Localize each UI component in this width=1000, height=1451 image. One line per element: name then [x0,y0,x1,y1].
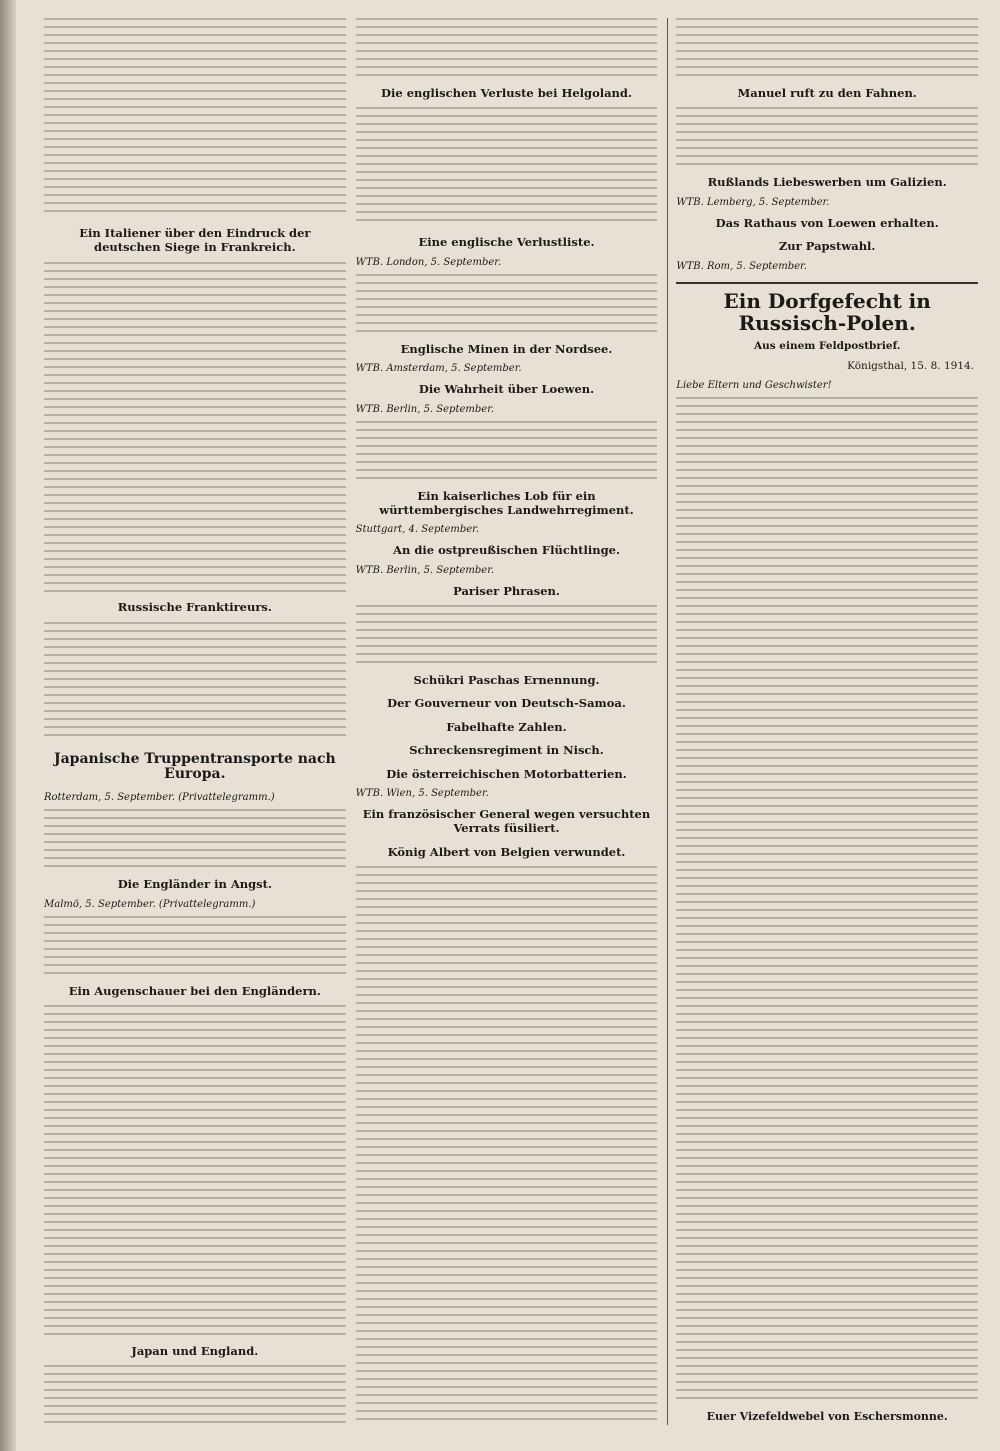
column-middle [356,18,658,1425]
letter-date: Königsthal, 15. 8. 1914. [847,359,975,372]
column-right [667,18,978,1425]
article-text [356,274,658,334]
article-text [676,397,978,1403]
headline-landwehr: Ein kaiserliches Lob für ein württembergisches Landwehrregiment. [379,488,634,517]
headline-galizien: Rußlands Liebeswerben um Galizien. [707,175,947,190]
headline-japan-england: Japan und England. [131,1343,259,1358]
headline-franktireurs: Russische Franktireurs. [117,600,272,615]
dateline-lemberg: WTB. Lemberg, 5. September. [676,196,830,208]
headline-loewen-rathaus: Das Rathaus von Loewen erhalten. [715,215,939,230]
headline-papstwahl: Zur Papstwahl. [778,239,876,254]
article-text [44,1005,346,1335]
dateline-rotterdam: Rotterdam, 5. September. (Privattelegramm.) [44,792,275,804]
letter-signature: Euer Vizefeldwebel von Eschersmonne. [706,1410,948,1423]
article-text [44,18,346,218]
feature-subtitle: Aus einem Feldpostbrief. [753,339,901,352]
article-text [356,866,658,1425]
headline-engl-verluste: Die englischen Verluste bei Helgoland. [381,86,632,100]
headline-verlustliste: Eine englische Verlustliste. [418,235,595,250]
headline-samoa: Der Gouverneur von Deutsch-Samoa. [387,696,626,711]
article-text [44,1365,346,1425]
dateline-berlin-2: WTB. Berlin, 5. September. [355,564,495,576]
article-text [356,605,658,665]
dateline-berlin: WTB. Berlin, 5. September. [355,403,495,415]
letter-salutation: Liebe Eltern und Geschwister! [676,379,832,391]
dateline-wien: WTB. Wien, 5. September. [355,787,489,799]
dateline-malmoe: Malmö, 5. September. (Privattelegramm.) [44,898,256,910]
article-text [44,916,346,976]
headline-motorbatterien: Die österreichischen Motorbatterien. [386,766,627,781]
headline-manuel: Manuel ruft zu den Fahnen. [737,86,917,100]
headline-schuekri: Schükri Paschas Ernennung. [413,673,600,687]
headline-zahlen: Fabelhafte Zahlen. [446,719,567,734]
article-text [44,622,346,742]
article-text [676,107,978,167]
article-text [44,809,346,869]
headline-verrat: Ein französischer General wegen versuchten Verrats füsiliert. [362,806,651,836]
dateline-rom: WTB. Rom, 5. September. [676,260,807,272]
article-text [676,18,978,78]
headline-phrasen: Pariser Phrasen. [453,583,560,598]
headline-augenschauer: Ein Augenschauer bei den Engländern. [68,983,321,998]
dateline-stuttgart: Stuttgart, 4. September. [355,524,480,536]
headline-japan: Japanische Truppentransporte nach Europa. [53,750,336,782]
article-text [44,262,346,592]
headline-fluechtlinge: An die ostpreußischen Flüchtlinge. [393,543,620,558]
headline-albert: König Albert von Belgien verwundet. [387,844,626,859]
article-text [356,18,658,78]
column-left [44,18,346,1425]
article-text [356,107,658,227]
article-text [356,421,658,481]
feature-title: Ein Dorfgefecht in Russisch-Polen. [676,282,978,334]
dateline-amsterdam: WTB. Amsterdam, 5. September. [355,363,522,375]
headline-minen: Englische Minen in der Nordsee. [400,341,613,356]
headline-nisch: Schreckensregiment in Nisch. [409,743,604,758]
dateline-london: WTB. London, 5. September. [355,256,502,268]
headline-loewen: Die Wahrheit über Loewen. [418,382,595,397]
headline-italiener: Ein Italiener über den Eindruck der deutschen Siege in Frankreich. [79,226,311,255]
binding-edge [0,0,16,1451]
headline-engl-angst: Die Engländer in Angst. [117,877,272,892]
